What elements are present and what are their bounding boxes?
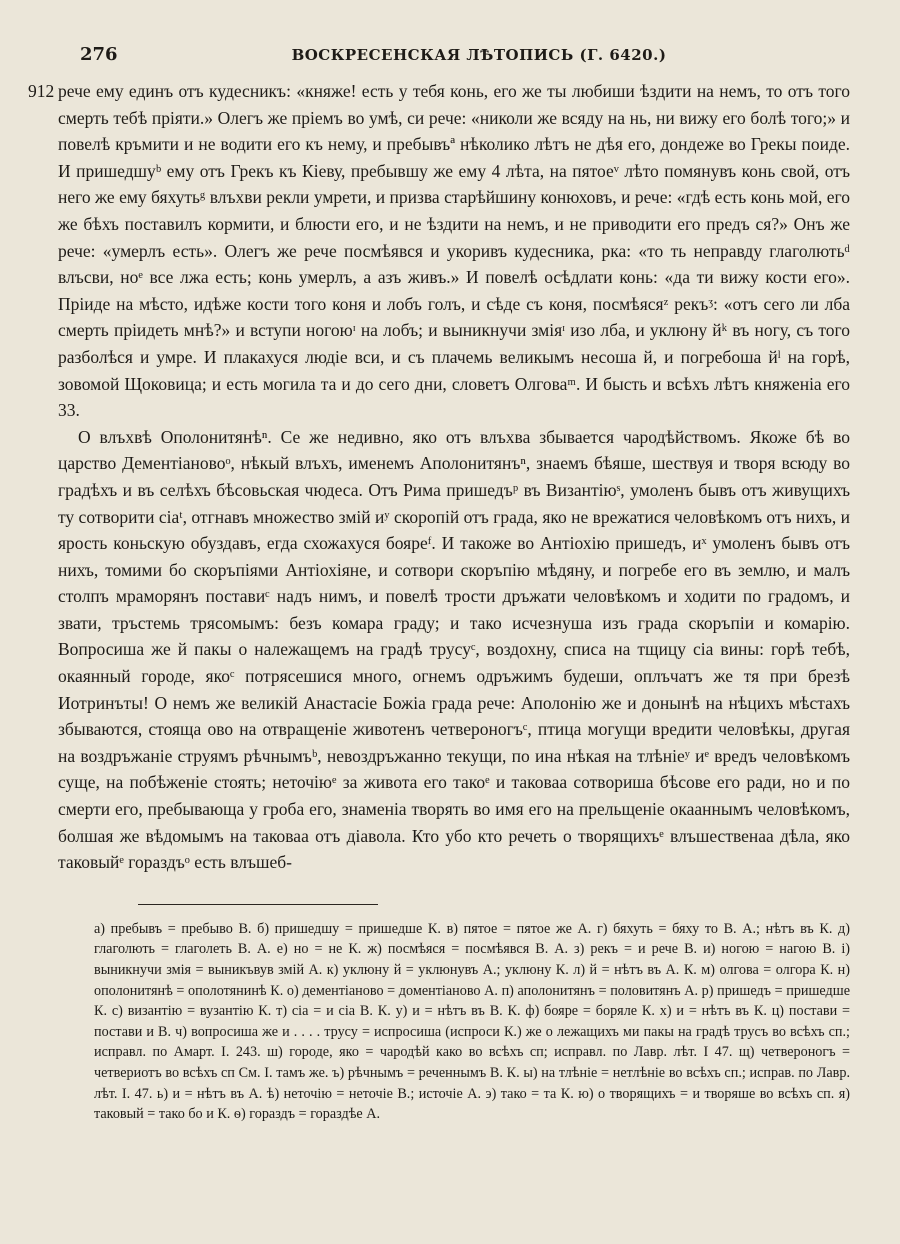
footnote-divider [138,904,378,905]
paragraph-2: О влъхвѣ Ополонитянѣⁿ. Се же недивно, яко отъ влъхва збывается чародѣйствомъ. Якоже бѣ во царство Дементіановоᵒ, нѣкый влъхъ, именемъ Аполонитянъⁿ, знаемъ бѣяше, шествуя и творя всюду во градѣхъ и въ селѣхъ бѣсовьская чюдеса. Отъ Рима пришедъᵖ въ Византіюˢ, умоленъ бывъ отъ живущихъ ту сотворити сіаᵗ, отгнавъ множество змій иʸ скоропій отъ града, яко не врежатися человѣкомъ отъ нихъ, и ярость коньскую обуздавъ, егда схожахуся бояреᶠ. И такоже во Антіохію пришедъ, иˣ умоленъ бывъ отъ нихъ, томими бо скоръпіями Антіохіяне, и сотвори скоръпію мѣдяну, и погребе его въ землю, и малъ столпъ мраморянъ поставиᶜ надъ нимъ, и повелѣ трости дръжати человѣкомъ и ходити по градомъ, и звати, тръстемь трясомымъ: безъ комара граду; и тако исчезнуша изъ града скоръпіи и комарію. Вопросиша же й пакы о належащемъ на градѣ трусуᶜ, воздохну, списа на тщицу сіа вины: горѣ тебѣ, окаянный городе, якоᶜ потрясешися много, огнемъ одръжимъ будеши, оплъчатъ же тя при брезѣ Иотринъты! О немъ же великій Анастасіе Божіа града рече: Аполонію же и донынѣ на нѣцихъ мѣстахъ збываются, стояща ово на отвращеніе животенъ четвероногъᶜ, птица могущи вредити человѣкы, другая на воздръжаніе струямъ рѣчнымъᵇ, невоздръжанно текущи, по ина нѣкая на тлѣніеʸ иᵉ вредъ человѣкомъ суще, на побѣженіе стоять; неточіюᵉ за живота его такоᵉ и таковаа сотвориша бѣсове его ради, но и по смерти его, пребывающа у гроба его, знаменіа творять во имя его на прельщеніе окааннымъ человѣкомъ, болшая же вѣдомымъ на таковаа отъ діавола. Кто убо кто речеть о творящихъᵉ влъшественаа дѣла, яко таковыйᵉ гораздъᵒ есть влъшеб- [58,426,850,873]
page-header [58,42,850,72]
page-number: 276 [80,44,118,65]
main-text [28,78,850,876]
paragraph-1 [28,78,850,424]
paragraph-1-text: рече ему единъ отъ кудесникъ: «княже! есть у тебя конь, его же ты любиши ѣздити на немъ, то отъ того смерть тебѣ пріяти.» Олегъ же пріемъ во умѣ, си рече: «николи же всяду на нь, ни вижу его болѣ того;» и повелѣ кръмити и не водити его къ нему, и пребывъª нѣколико лѣтъ не дѣя его, дондеже во Грекы поиде. И пришедшуᵇ ему отъ Грекъ къ Кіеву, пребывшу же ему 4 лѣта, на пятоеᵛ лѣто помянувъ конь свой, отъ него же ему бяхутьᵍ влъхви рекли умрети, и призва старѣйшину конюховъ, и рече: «гдѣ есть конь мой, его же бѣхъ поставилъ кормити, и блюсти его, и не ѣздити на немъ, и не приводити его предъ ся?» Онъ же рече: «умерлъ есть». Олегъ же рече посмѣявся и укоривъ кудесника, рка: «то ть неправду глаголютьᵈ влъсви, ноᵉ все лжа есть; конь умерлъ, а азъ живъ.» И повелѣ осѣдлати конь: «да ти вижу кости его». Пріиде на мѣсто, идѣже кости того коня и лобъ голъ, и сѣде съ коня, посмѣясяᶻ рекъᶾ: «отъ сего ли лба смерть пріидеть мнѣ?» и вступи ногоюᶦ на лобъ; и выникнучи зміяᶦ изо лба, и уклюну йᵏ въ ногу, съ того разболѣся и умре. И плакахуся людіе вси, и съ плачемь великымъ несоша й, и погребоша йˡ на горѣ, зовомой Щоковица; и есть могила та и до сего дни, словетъ Олговаᵐ. И бысть и всѣхъ лѣтъ княженіа его 33. [58,81,850,421]
footnotes: а) пребывъ = пребыво В. б) пришедшу = пришедше К. в) пятое = пятое же А. г) бяхуть = бяху то В. А.; нѣтъ въ К. д) глаголють = глаголеть В. А. е) но = не К. ж) посмѣяся = посмѣявся В. А. з) рекъ = и рече В. и) ногою = нагою В. і) выникнучи змія = выникъвув змій А. к) уклюну й = уклюнувъ А.; уклюну К. л) й = нѣтъ въ А. К. м) олгова = олгора К. н) ополонитянѣ = ополотянинѣ К. о) дементіаново = доментіаново А. п) аполонитянъ = половитянъ А. р) пришедъ = пришедше К. с) византію = вузантію К. т) сіа = и сіа В. К. у) и = нѣтъ въ В. К. ф) бояре = боряле К. х) и = нѣтъ въ К. ц) постави = постави и В. ч) вопросиша же и . . . . трусу = испросиша (испроси К.) же о лежащихъ ми пакы на градѣ трусъ во всѣхъ сп.; исправл. по Амарт. І. 243. ш) городе, яко = чародѣй како во всѣхъ сп; исправл. по Лавр. лѣт. І 47. щ) четвероногъ = четвериотъ во всѣхъ сп См. І. тамъ же. ъ) рѣчнымъ = реченнымъ В. К. ы) на тлѣніе = нетлѣніе во всѣхъ сп.; исправ. по Лавр. лѣт. І. 47. ь) и = нѣтъ въ А. ѣ) неточію = неточіе В.; источіе А. э) тако = та К. ю) о творящихъ = и творяше во всѣхъ сп. я) таковый = тако бо и К. ѳ) гораздъ = гораздѣе А. [94,920,850,1123]
running-title: ВОСКРЕСЕНСКАЯ ЛѢТОПИСЬ (Г. 6420.) [291,46,667,64]
year-marker: 912 [28,81,55,101]
